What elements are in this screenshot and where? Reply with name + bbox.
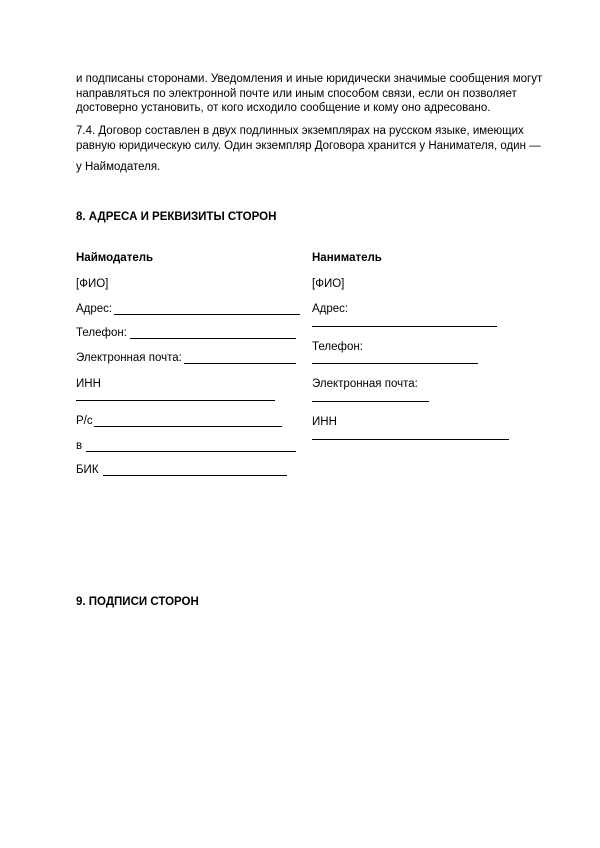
tenant-phone-line[interactable]: [312, 363, 478, 364]
tenant-title: Наниматель: [312, 252, 382, 264]
landlord-account-label: Р/с: [76, 415, 93, 427]
landlord-name: [ФИО]: [76, 278, 109, 290]
section-9-heading: 9. ПОДПИСИ СТОРОН: [76, 596, 199, 608]
landlord-bik-line[interactable]: [103, 475, 287, 476]
tenant-email-label: Электронная почта:: [312, 378, 418, 390]
landlord-email-line[interactable]: [184, 363, 296, 364]
landlord-title: Наймодатель: [76, 252, 154, 264]
landlord-bank-line[interactable]: [86, 451, 296, 452]
landlord-address-line[interactable]: [114, 314, 300, 315]
landlord-inn-label: ИНН: [76, 378, 101, 390]
paragraph-7-4: 7.4. Договор составлен в двух подлинных экземплярах на русском языке, имеющих равную юридическую силу. Один экземпляр Договора хранится у Нанимателя, один —: [76, 125, 541, 152]
landlord-bank-label: в: [76, 440, 83, 452]
tenant-inn-label: ИНН: [312, 416, 337, 428]
landlord-account-line[interactable]: [94, 426, 282, 427]
landlord-email-label: Электронная почта:: [76, 352, 182, 364]
tenant-name: [ФИО]: [312, 278, 345, 290]
landlord-phone-label: Телефон:: [76, 327, 127, 339]
tenant-phone-label: Телефон:: [312, 341, 363, 353]
landlord-address-label: Адрес:: [76, 303, 113, 315]
paragraph-7-4-end: у Наймодателя.: [76, 161, 161, 173]
paragraph-notifications: и подписаны сторонами. Уведомления и иные юридически значимые сообщения могут направляться по электронной почте или иным способом связи, если он позволяет достоверно установить, от кого исходило сообщение и кому оно адресовано.: [76, 73, 543, 114]
tenant-address-label: Адрес:: [312, 303, 349, 315]
landlord-bik-label: БИК: [76, 464, 99, 476]
section-8-heading: 8. АДРЕСА И РЕКВИЗИТЫ СТОРОН: [76, 211, 277, 223]
tenant-email-line[interactable]: [312, 401, 429, 402]
landlord-inn-line[interactable]: [76, 400, 275, 401]
tenant-address-line[interactable]: [312, 326, 497, 327]
tenant-inn-line[interactable]: [312, 439, 509, 440]
landlord-phone-line[interactable]: [130, 338, 296, 339]
